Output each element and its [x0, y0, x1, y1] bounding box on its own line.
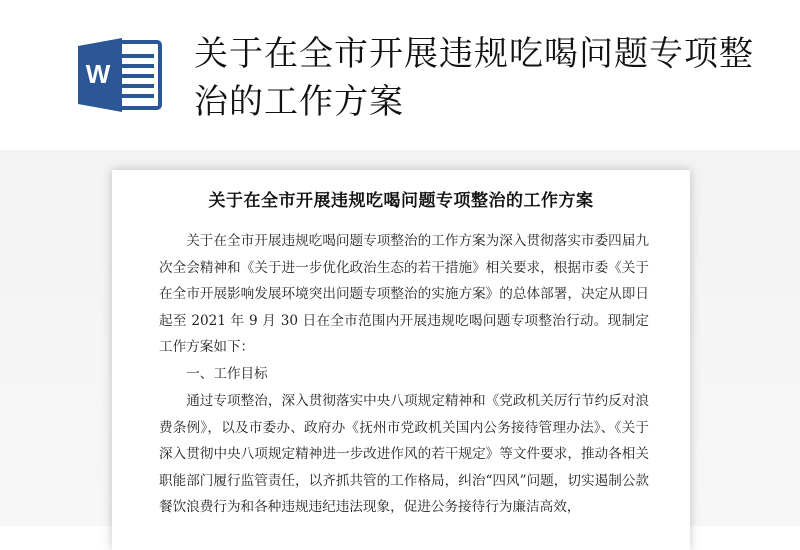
document-paragraph-2: 通过专项整治，深入贯彻落实中央八项规定精神和《党政机关厉行节约反对浪费条例》，以及市委办、政府办《抚州市党政机关国内公务接待管理办法》、《关于深入贯彻中央八项规定精神进一步改进作风的若干规定》等文件要求，推动各相关职能部门履行监管责任，以齐抓共管的工作格局，纠治“四风”问题，切实遏制公款餐饮浪费行为和各种违规违纪违法现象，促进公务接待行为廉洁高效，	[159, 393, 649, 515]
word-document-icon	[78, 36, 164, 114]
header-title: 关于在全市开展违规吃喝问题专项整治的工作方案	[194, 34, 754, 122]
document-title: 关于在全市开展违规吃喝问题专项整治的工作方案	[208, 191, 594, 211]
word-icon-letter: W	[85, 59, 111, 89]
section-heading-goals: 一、工作目标	[186, 366, 268, 382]
document-paragraph-1: 关于在全市开展违规吃喝问题专项整治的工作方案为深入贯彻落实市委四届九次全会精神和《关于进一步优化政治生态的若干措施》相关要求，根据市委《关于在全市开展影响发展环境突出问题专项整治的实施方案》的总体部署，决定从即日起至 2021 年 9 月 30 日在全市范围内开展违规吃喝问题专项整治行动。现制定工作方案如下：	[159, 233, 649, 355]
document-page	[112, 170, 690, 550]
header-banner	[0, 0, 800, 150]
